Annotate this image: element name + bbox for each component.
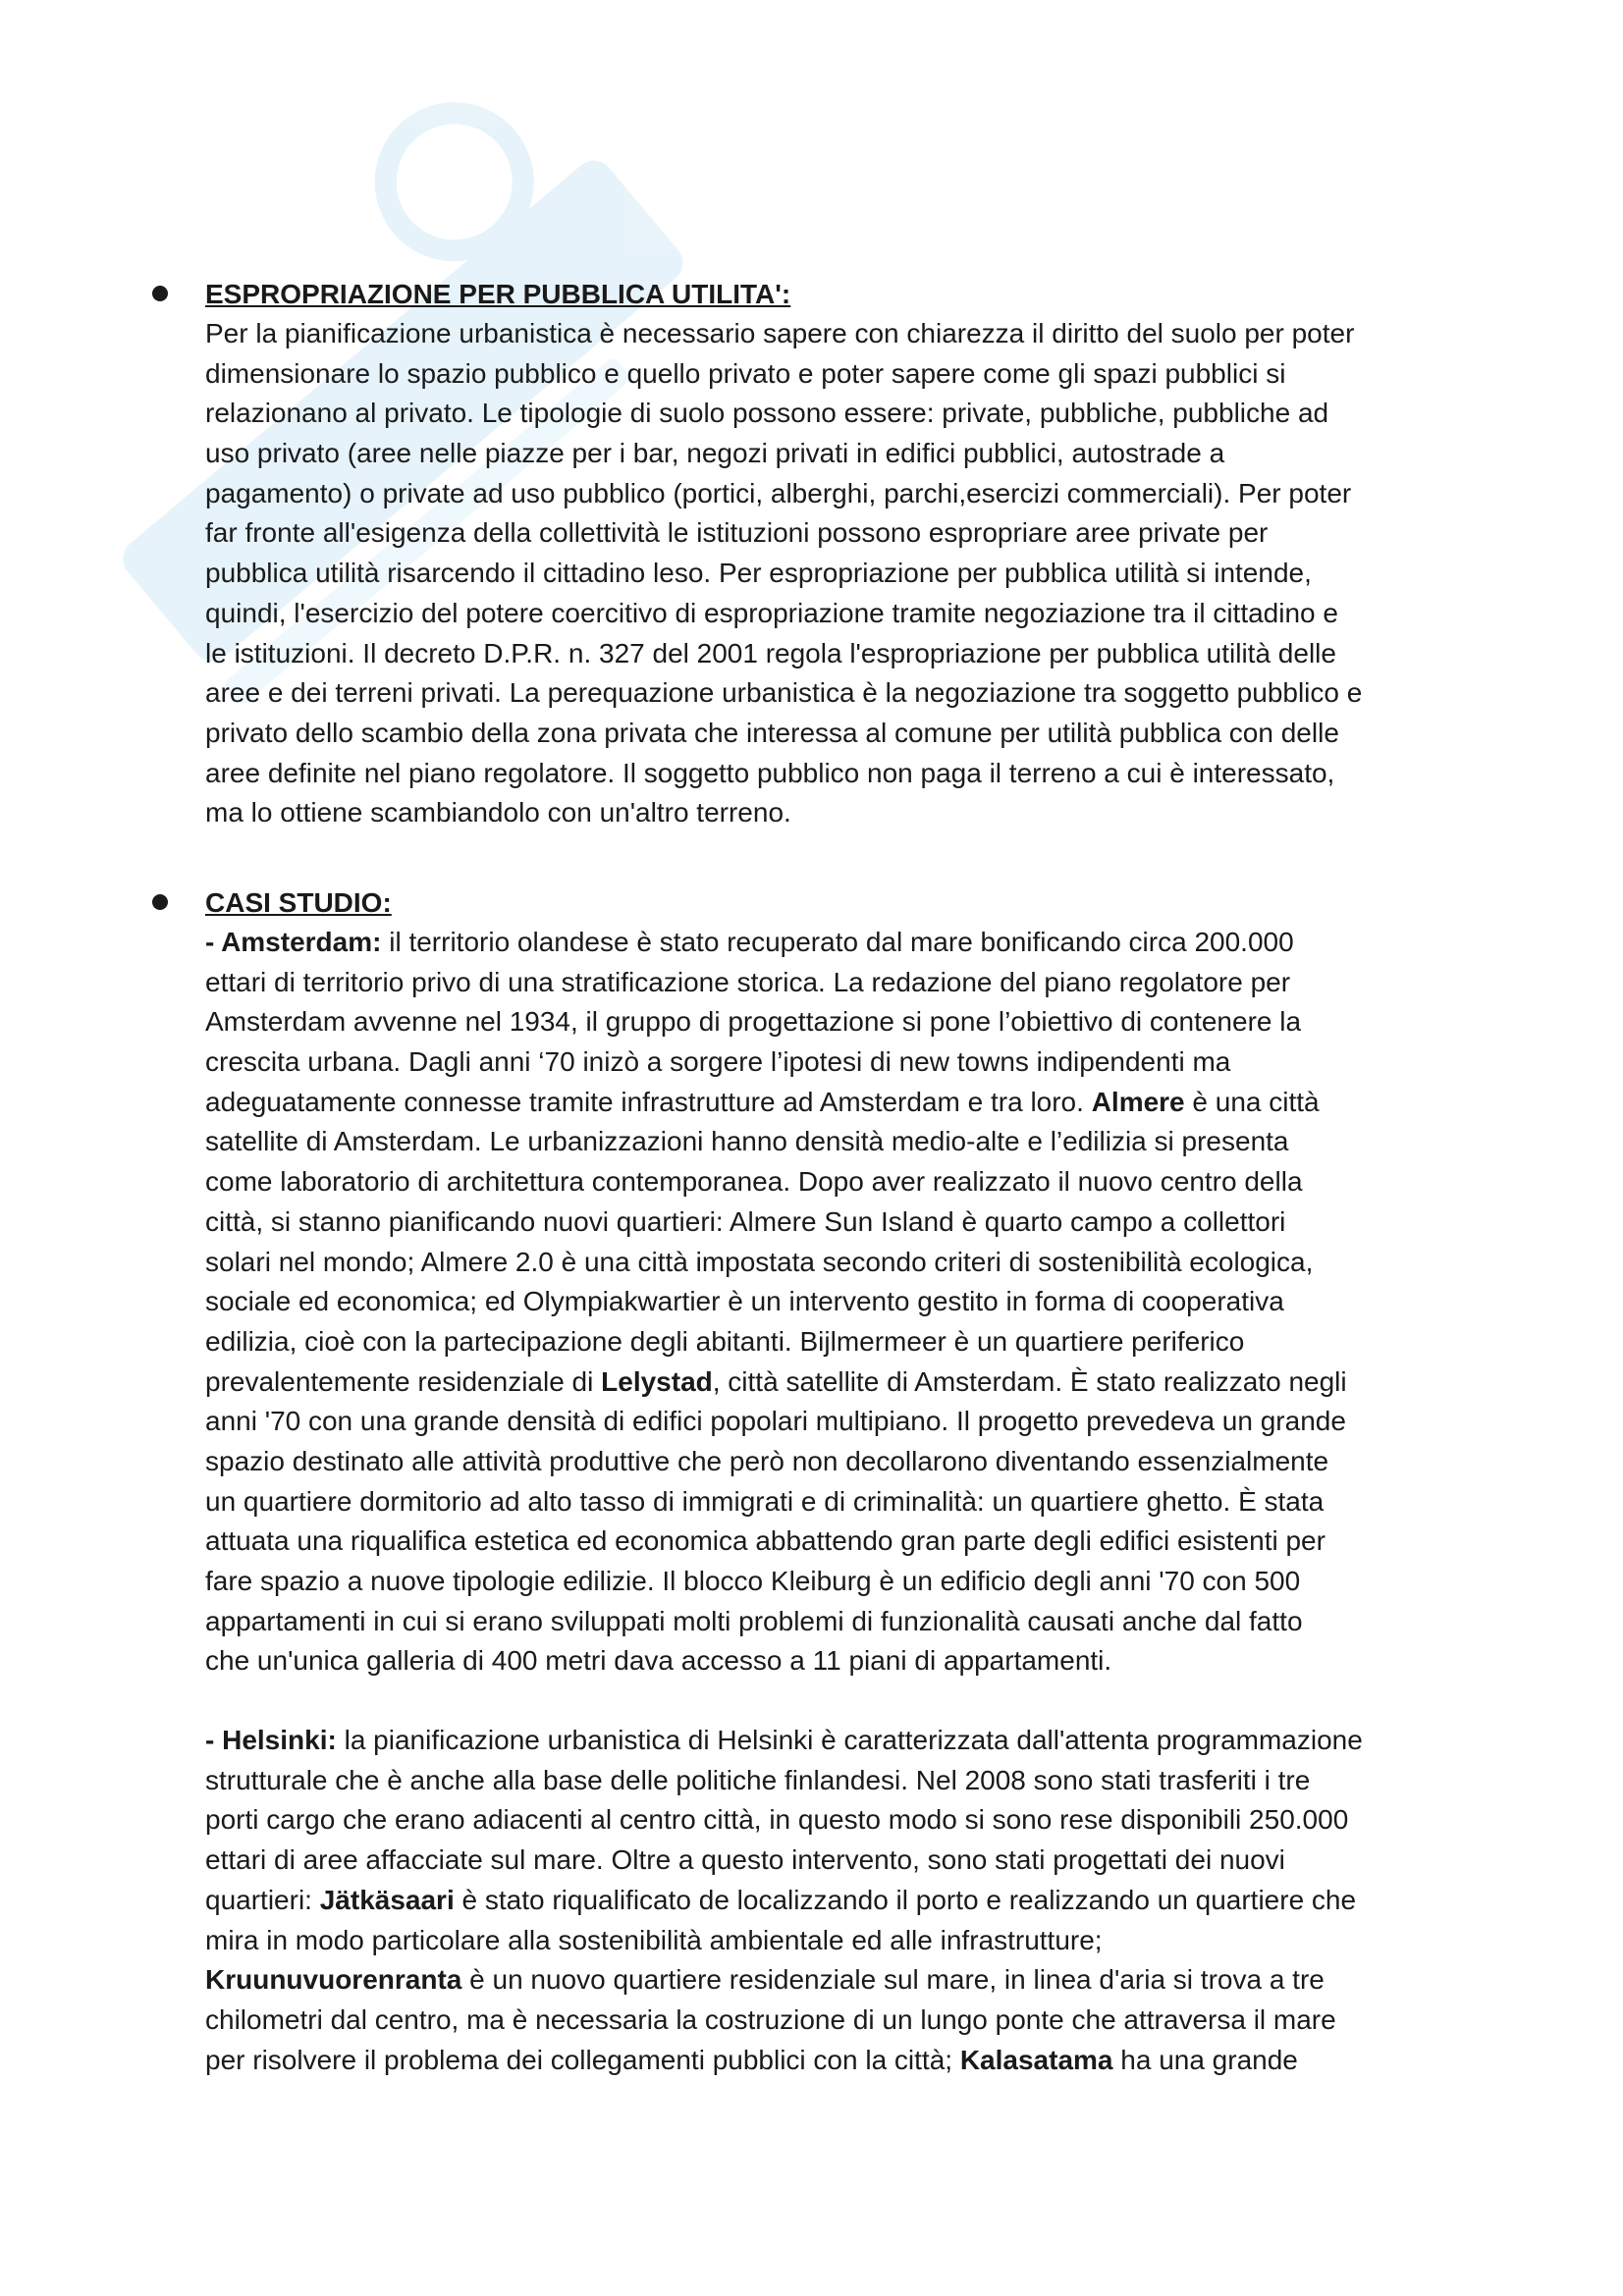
text-line [205,1083,1482,1123]
text-line: attuata una riqualifica estetica ed economica abbattendo gran parte degli edifici esistenti per [205,1525,1325,1557]
text-line: le istituzioni. Il decreto D.P.R. n. 327 del 2001 regola l'espropriazione per pubblica utilità delle [205,637,1336,668]
text-line: spazio destinato alle attività produttive che però non decollarono diventando essenzialmente [205,1445,1329,1476]
amsterdam-paragraph [205,923,1482,1682]
text-run: quartieri: [205,1884,320,1915]
text-line [205,1362,1482,1403]
text-run: è una città [1184,1086,1320,1117]
text-line: crescita urbana. Dagli anni ‘70 inizò a sorgere l’ipotesi di new towns indipendenti ma [205,1046,1231,1078]
watermark-circle [357,85,551,279]
section-espropriazione [205,275,1482,833]
text-line [205,1960,1482,2001]
text-line: ma lo ottiene scambiandolo con un'altro terreno. [205,797,791,828]
text-line: che un'unica galleria di 400 metri dava accesso a 11 piani di appartamenti. [205,1645,1112,1677]
text-line: un quartiere dormitorio ad alto tasso di immigrati e di criminalità: un quartiere ghetto. È stata [205,1485,1325,1517]
text-run: è un nuovo quartiere residenziale sul mare, in linea d'aria si trova a tre [461,1964,1325,1996]
bold-term: Lelystad [601,1365,713,1397]
text-line: mira in modo particolare alla sostenibilità ambientale ed alle infrastrutture; [205,1924,1103,1955]
text-line: aree definite nel piano regolatore. Il soggetto pubblico non paga il terreno a cui è interessato, [205,757,1335,788]
text-line: privato dello scambio della zona privata che interessa al comune per utilità pubblica con delle [205,717,1339,748]
text-line: porti cargo che erano adiacenti al centro città, in questo modo si sono rese disponibili 250.000 [205,1804,1349,1836]
text-line: pagamento) o private ad uso pubblico (portici, alberghi, parchi,esercizi commerciali). Per poter [205,477,1352,508]
text-line: pubblica utilità risarcendo il cittadino leso. Per espropriazione per pubblica utilità si intende, [205,558,1312,589]
text-line: far fronte all'esigenza della collettività le istituzioni possono espropriare aree private per [205,517,1269,549]
text-line [205,1721,1482,1761]
bullet-icon [152,894,168,910]
bullet-icon [152,286,168,301]
text-line: come laboratorio di architettura contemporanea. Dopo aver realizzato il nuovo centro della [205,1166,1303,1198]
text-line: chilometri dal centro, ma è necessaria la costruzione di un lungo ponte che attraversa il mare [205,2003,1336,2035]
text-line: Amsterdam avvenne nel 1934, il gruppo di progettazione si pone l’obiettivo di contenere la [205,1006,1302,1038]
text-line: appartamenti in cui si erano sviluppati molti problemi di funzionalità causati anche dal fatto [205,1605,1303,1636]
bold-term: Jätkäsaari [319,1884,455,1915]
helsinki-paragraph [205,1721,1482,2080]
text-line: fare spazio a nuove tipologie edilizie. Il blocco Kleiburg è un edificio degli anni '70 con 500 [205,1566,1301,1596]
bold-term: Kalasatama [959,2044,1113,2075]
text-line: ettari di aree affacciate sul mare. Oltre a questo intervento, sono stati progettati dei nuovi [205,1844,1285,1876]
text-run: il territorio olandese è stato recuperato dal mare bonificando circa 200.000 [381,927,1294,957]
text-line [205,2041,1482,2081]
text-run: la pianificazione urbanistica di Helsinki è caratterizzata dall'attenta programmazione [336,1725,1363,1756]
section-paragraph [205,314,1482,833]
text-line [205,923,1482,963]
bold-term: Almere [1091,1086,1185,1117]
text-line: ettari di territorio privo di una stratificazione storica. La redazione del piano regolatore per [205,966,1291,997]
bold-term: Kruunuvuorenranta [205,1964,462,1996]
text-run: è stato riqualificato de localizzando il porto e realizzando un quartiere che [454,1884,1357,1915]
text-line: aree e dei terreni privati. La perequazione urbanistica è la negoziazione tra soggetto pubblico e [205,677,1363,709]
text-line: dimensionare lo spazio pubblico e quello privato e poter sapere come gli spazi pubblici si [205,357,1286,389]
text-line: Per la pianificazione urbanistica è necessario sapere con chiarezza il diritto del suolo per poter [205,318,1355,348]
text-line: relazionano al privato. Le tipologie di suolo possono essere: private, pubbliche, pubbliche ad [205,398,1329,429]
text-line: solari nel mondo; Almere 2.0 è una città impostata secondo criteri di sostenibilità ecologica, [205,1246,1314,1277]
text-run: prevalentemente residenziale di [205,1365,602,1397]
case-label: - Helsinki: [205,1725,337,1756]
section-heading: ESPROPRIAZIONE PER PUBBLICA UTILITA': [205,279,791,309]
text-line: satellite di Amsterdam. Le urbanizzazioni hanno densità medio-alte e l’edilizia si presenta [205,1126,1289,1157]
text-line: sociale ed economica; ed Olympiakwartier è un intervento gestito in forma di cooperativa [205,1286,1284,1317]
text-line: edilizia, cioè con la partecipazione degli abitanti. Bijlmermeer è un quartiere periferico [205,1325,1245,1357]
text-run: per risolvere il problema dei collegamenti pubblici con la città; [205,2044,960,2075]
text-line: uso privato (aree nelle piazze per i bar, negozi privati in edifici pubblici, autostrade a [205,438,1225,469]
text-run: , città satellite di Amsterdam. È stato realizzato negli [712,1365,1347,1397]
section-heading: CASI STUDIO: [205,887,392,918]
text-run: ha una grande [1112,2044,1298,2075]
section-casi-studio [205,883,1482,2080]
text-line: anni '70 con una grande densità di edifici popolari multipiano. Il progetto prevedeva un grande [205,1406,1346,1437]
text-line: quindi, l'esercizio del potere coercitivo di espropriazione tramite negoziazione tra il cittadino e [205,597,1338,628]
case-label: - Amsterdam: [205,927,382,957]
text-run: adeguatamente connesse tramite infrastrutture ad Amsterdam e tra loro. [205,1086,1092,1117]
text-line: città, si stanno pianificando nuovi quartieri: Almere Sun Island è quarto campo a collettori [205,1205,1286,1237]
text-line [205,1881,1482,1921]
text-line: strutturale che è anche alla base delle politiche finlandesi. Nel 2008 sono stati trasferiti i tre [205,1764,1311,1795]
